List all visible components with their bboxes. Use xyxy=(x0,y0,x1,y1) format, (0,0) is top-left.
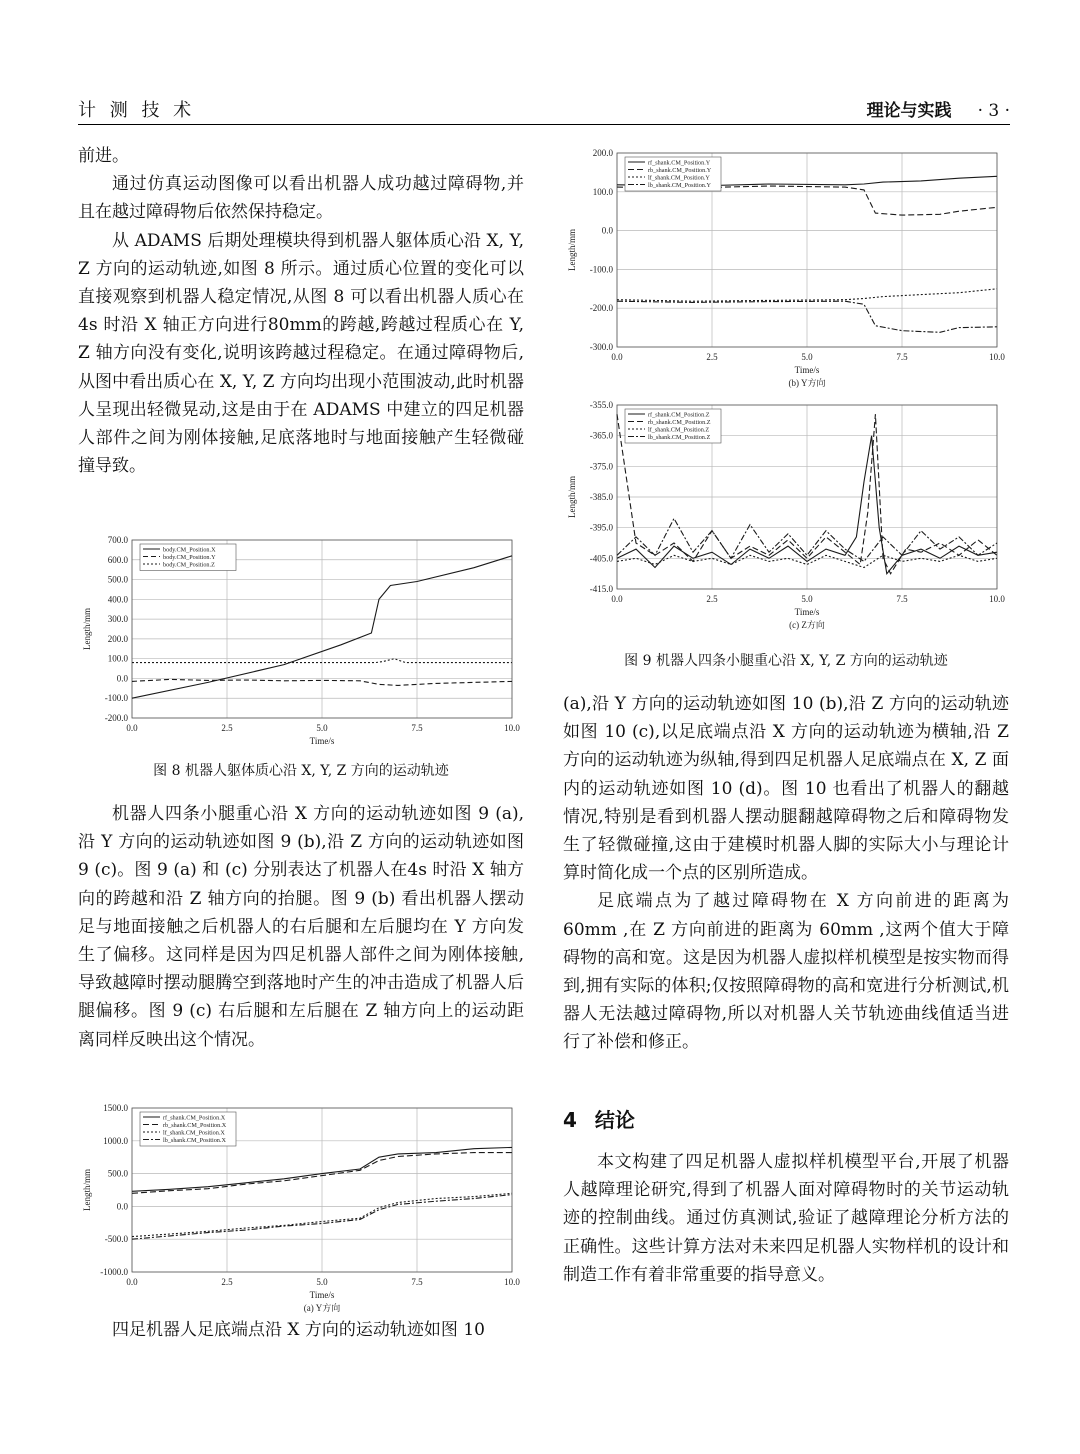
y-tick-label: -1000.0 xyxy=(100,1267,128,1277)
y-tick-label: -300.0 xyxy=(589,342,613,352)
figure-9c-chart xyxy=(563,397,1009,637)
y-tick-label: -200.0 xyxy=(104,713,128,723)
figure-9b-chart xyxy=(563,145,1009,395)
x-tick-label: 0.0 xyxy=(126,723,138,733)
paragraph: 四足机器人足底端点沿 X 方向的运动轨迹如图 10 xyxy=(112,1320,485,1340)
chart-subtitle: (a) Y方向 xyxy=(303,1303,341,1313)
y-tick-label: -385.0 xyxy=(589,492,613,502)
x-tick-label: 10.0 xyxy=(504,1277,520,1287)
y-tick-label: -100.0 xyxy=(104,693,128,704)
header-rule xyxy=(78,124,1010,125)
section-title: 结论 xyxy=(594,1108,635,1132)
x-tick-label: 5.0 xyxy=(316,723,328,733)
journal-name: 计 测 技 术 xyxy=(78,100,196,121)
y-tick-label: -200.0 xyxy=(589,303,613,314)
right-column-text xyxy=(563,690,1009,1057)
x-axis-label: Time/s xyxy=(794,607,820,617)
x-tick-label: 5.0 xyxy=(316,1277,328,1287)
x-tick-label: 2.5 xyxy=(221,723,233,733)
x-tick-label: 0.0 xyxy=(611,352,623,362)
y-tick-label: 0.0 xyxy=(116,1201,128,1212)
legend-entry: lf_shank.CM_Position.X xyxy=(163,1129,225,1137)
legend-entry: rb_shank.CM_Position.Z xyxy=(648,419,711,426)
x-axis-label: Time/s xyxy=(309,736,335,746)
paragraph: 从 ADAMS 后期处理模块得到机器人躯体质心沿 X, Y, Z 方向的运动轨迹,如图 8 所示。通过质心位置的变化可以直接观察到机器人稳定情况,从图 8 可以看出机器人质心在4s 时沿 X 轴正方向进行80mm的跨越,跨越过程质心在 Y, Z 轴方向没有变化,说明该跨越过程稳定。在通过障碍物后,从图中看出质心在 X, Y, Z 方向均出现小范围波动,此时机器人呈现出轻微晃动,这是由于在 ADAMS 中建立的四足机器人部件之间为刚体接触,足底落地时与地面接触产生轻微碰撞导致。 xyxy=(78,230,524,477)
left-column-top xyxy=(78,142,524,480)
x-tick-label: 7.5 xyxy=(896,352,908,362)
figure-8-caption: 图 8 机器人躯体质心沿 X, Y, Z 方向的运动轨迹 xyxy=(153,763,449,779)
y-axis-label: Length/mm xyxy=(567,229,577,271)
x-tick-label: 0.0 xyxy=(611,594,623,604)
chart-subtitle: (b) Y方向 xyxy=(788,378,826,388)
paragraph: (a),沿 Y 方向的运动轨迹如图 10 (b),沿 Z 方向的运动轨迹如图 10 (c),以足底端点沿 X 方向的运动轨迹为横轴,沿 Z 方向的运动轨迹为纵轴,得到四足机器人足底端点在 X, Z 面内的运动轨迹如图 10 (d)。图 10 也看出了机器人的翻越情况,特别是看到机器人摆动腿翻越障碍物之后和障碍物发生了轻微碰撞,这由于建模时机器人脚的实际大小与理论计算时简化成一个点的区别所造成。 xyxy=(563,694,1009,884)
legend-entry: rf_shank.CM_Position.X xyxy=(163,1114,226,1122)
y-tick-label: 600.0 xyxy=(107,554,128,565)
y-tick-label: 400.0 xyxy=(107,594,128,605)
page-number: · 3 · xyxy=(977,101,1010,121)
legend-entry: lf_shank.CM_Position.Y xyxy=(648,174,710,182)
y-tick-label: -500.0 xyxy=(104,1234,128,1245)
legend-entry: body.CM_Position.Z xyxy=(163,561,215,569)
y-tick-label: -355.0 xyxy=(589,400,613,410)
y-axis-label: Length/mm xyxy=(567,476,577,518)
y-tick-label: 500.0 xyxy=(107,574,128,585)
y-tick-label: 300.0 xyxy=(107,614,128,625)
x-axis-label: Time/s xyxy=(309,1290,335,1300)
legend-entry: body.CM_Position.X xyxy=(163,546,216,554)
x-tick-label: 2.5 xyxy=(706,594,718,604)
chart-subtitle: (c) Z方向 xyxy=(789,620,825,630)
legend-entry: lb_shank.CM_Position.Y xyxy=(648,182,711,189)
figure-9-caption: 图 9 机器人四条小腿重心沿 X, Y, Z 方向的运动轨迹 xyxy=(624,653,948,669)
y-tick-label: 200.0 xyxy=(107,633,128,644)
legend-entry: lb_shank.CM_Position.X xyxy=(163,1137,226,1144)
paragraph: 本文构建了四足机器人虚拟样机模型平台,开展了机器人越障理论研究,得到了机器人面对障碍物时的关节运动轨迹的控制曲线。通过仿真测试,验证了越障理论分析方法的正确性。这些计算方法对未来四足机器人实物样机的设计和制造工作有着非常重要的指导意义。 xyxy=(563,1152,1009,1285)
x-tick-label: 10.0 xyxy=(504,723,520,733)
paragraph: 足底端点为了越过障碍物在 X 方向前进的距离为 60mm ,在 Z 方向前进的距离为 60mm ,这两个值大于障碍物的高和宽。这是因为机器人虚拟样机模型是按实物而得到,拥有实际的体积;仅按照障碍物的高和宽进行分析测试,机器人无法越过障碍物,所以对机器人关节轨迹曲线值适当进行了补偿和修正。 xyxy=(563,891,1009,1053)
y-tick-label: 0.0 xyxy=(116,673,128,684)
paragraph: 机器人四条小腿重心沿 X 方向的运动轨迹如图 9 (a),沿 Y 方向的运动轨迹如图 9 (b),沿 Z 方向的运动轨迹如图 9 (c)。图 9 (a) 和 (c) 分别表达了机器人在4s 时沿 X 轴方向的跨越和沿 Z 轴方向的抬腿。图 9 (b) 看出机器人摆动足与地面接触之后机器人的右后腿和左后腿均在 Y 方向发生了偏移。这同样是因为四足机器人部件之间为刚体接触,导致越障时摆动腿腾空到落地时产生的冲击造成了机器人后腿偏移。图 9 (c) 右后腿和左后腿在 Z 轴方向上的运动距离同样反映出这个情况。 xyxy=(78,804,524,1050)
y-tick-label: -405.0 xyxy=(589,553,613,564)
y-tick-label: -375.0 xyxy=(589,461,613,472)
conclusion-text xyxy=(563,1148,1009,1289)
y-tick-label: 100.0 xyxy=(592,186,613,197)
figure-9a-chart xyxy=(78,1100,524,1320)
y-tick-label: 200.0 xyxy=(592,148,613,158)
y-tick-label: 0.0 xyxy=(601,225,613,236)
y-tick-label: 1500.0 xyxy=(103,1103,128,1113)
x-tick-label: 7.5 xyxy=(411,1277,423,1287)
section-heading xyxy=(563,1104,653,1133)
y-tick-label: -100.0 xyxy=(589,264,613,275)
section-number: 4 xyxy=(563,1108,577,1132)
x-axis-label: Time/s xyxy=(794,365,820,375)
y-axis-label: Length/mm xyxy=(82,1169,92,1211)
y-tick-label: 500.0 xyxy=(107,1168,128,1179)
y-tick-label: -395.0 xyxy=(589,522,613,533)
x-tick-label: 7.5 xyxy=(896,594,908,604)
x-tick-label: 2.5 xyxy=(706,352,718,362)
running-head xyxy=(867,96,1010,121)
x-tick-label: 5.0 xyxy=(801,352,813,362)
paragraph: 通过仿真运动图像可以看出机器人成功越过障碍物,并且在越过障碍物后依然保持稳定。 xyxy=(78,174,524,223)
figure-8-chart xyxy=(78,532,524,752)
legend-entry: rf_shank.CM_Position.Z xyxy=(648,411,710,419)
legend-entry: lb_shank.CM_Position.Z xyxy=(648,434,711,441)
x-tick-label: 2.5 xyxy=(221,1277,233,1287)
x-tick-label: 10.0 xyxy=(989,352,1005,362)
y-tick-label: -365.0 xyxy=(589,430,613,441)
y-tick-label: 700.0 xyxy=(107,535,128,545)
y-tick-label: -415.0 xyxy=(589,584,613,594)
section-label: 理论与实践 xyxy=(866,101,952,121)
x-tick-label: 7.5 xyxy=(411,723,423,733)
y-tick-label: 100.0 xyxy=(107,653,128,664)
left-column-middle xyxy=(78,800,524,1054)
legend-entry: rf_shank.CM_Position.Y xyxy=(648,159,711,167)
x-tick-label: 10.0 xyxy=(989,594,1005,604)
legend-entry: rb_shank.CM_Position.X xyxy=(163,1122,227,1129)
y-axis-label: Length/mm xyxy=(82,608,92,650)
x-tick-label: 0.0 xyxy=(126,1277,138,1287)
paragraph: 前进。 xyxy=(78,146,129,166)
legend-entry: body.CM_Position.Y xyxy=(163,554,216,561)
x-tick-label: 5.0 xyxy=(801,594,813,604)
y-tick-label: 1000.0 xyxy=(103,1135,128,1146)
legend-entry: rb_shank.CM_Position.Y xyxy=(648,167,712,174)
left-column-bottom xyxy=(78,1316,524,1344)
legend-entry: lf_shank.CM_Position.Z xyxy=(648,426,710,434)
